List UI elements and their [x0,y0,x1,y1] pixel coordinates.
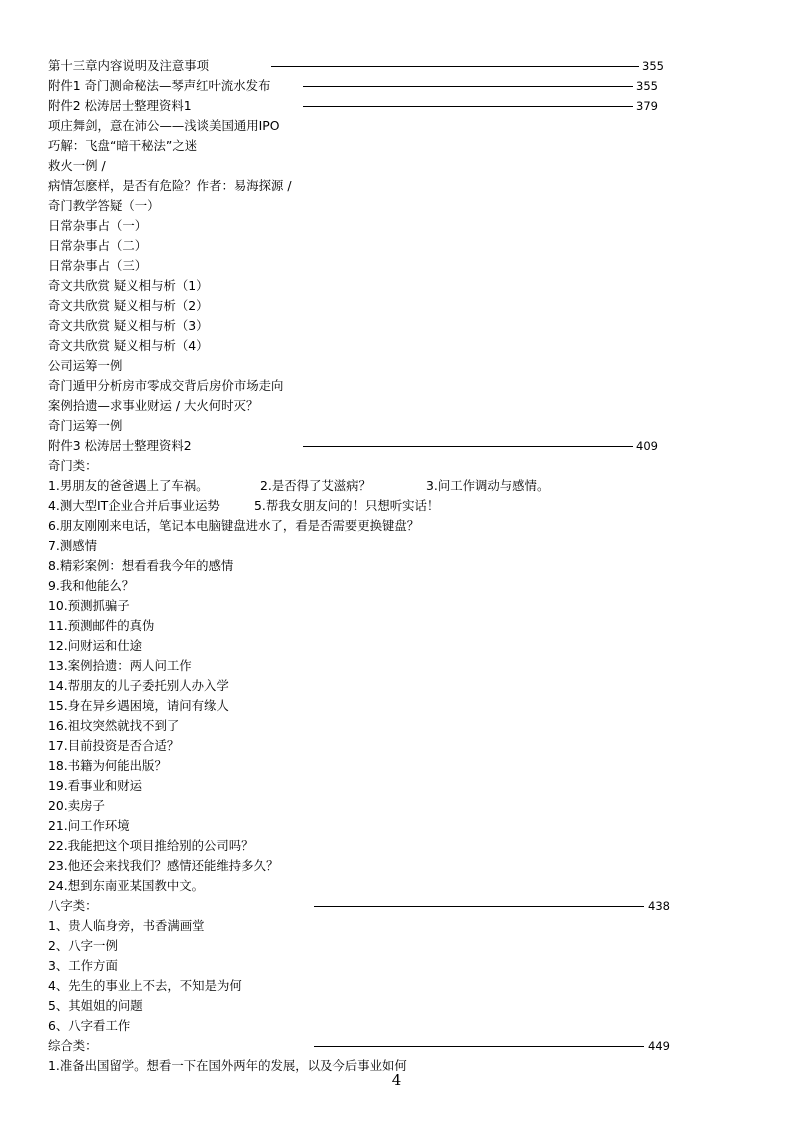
page-number: 4 [391,1071,402,1089]
toc-item[interactable]: 3、工作方面 [48,958,118,973]
toc-item[interactable]: 1.准备出国留学。想看一下在国外两年的发展，以及今后事业如何 [48,1058,407,1073]
toc-subentry[interactable]: 项庄舞剑，意在沛公——浅谈美国通用IPO [48,118,280,133]
toc-subentry[interactable]: 公司运筹一例 [48,358,123,373]
toc-page-number: 409 [636,439,658,453]
leader-line [314,906,644,907]
toc-item[interactable]: 16.祖坟突然就找不到了 [48,718,180,733]
toc-item[interactable]: 18.书籍为何能出版？ [48,758,167,773]
toc-item[interactable]: 13.案例拾遗：两人问工作 [48,658,192,673]
toc-item[interactable]: 11.预测邮件的真伪 [48,618,155,633]
toc-page-number: 438 [648,899,670,913]
toc-item[interactable]: 23.他还会来找我们？感情还能维持多久？ [48,858,279,873]
toc-entry-attachment-1[interactable] [48,76,678,96]
toc-subentry[interactable]: 奇文共欣赏 疑义相与析（2） [48,298,209,313]
toc-item-row [48,476,678,496]
toc-item[interactable]: 15.身在异乡遇困境，请问有缘人 [48,698,229,713]
section-heading-title: 八字类： [48,898,98,913]
toc-subentry[interactable]: 奇门教学答疑（一） [48,198,160,213]
toc-subentry[interactable]: 奇文共欣赏 疑义相与析（4） [48,338,209,353]
toc-subentry[interactable]: 奇门遁甲分析房市零成交背后房价市场走向 [48,378,284,393]
toc-subentry[interactable]: 巧解：飞盘“暗干秘法”之迷 [48,138,198,153]
toc-item[interactable]: 19.看事业和财运 [48,778,143,793]
toc-page-number: 449 [648,1039,670,1053]
toc-item[interactable]: 2、八字一例 [48,938,118,953]
toc-page-number: 355 [636,79,658,93]
toc-item[interactable]: 6、八字看工作 [48,1018,131,1033]
toc-page-number: 355 [642,59,664,73]
toc-item[interactable]: 14.帮朋友的儿子委托别人办入学 [48,678,229,693]
section-heading-qimen: 奇门类： [48,458,98,473]
section-heading-zonghe[interactable] [48,1036,678,1056]
toc-item[interactable]: 7.测感情 [48,538,97,553]
table-of-contents [48,56,678,1076]
toc-subentry[interactable]: 案例拾遗—求事业财运 / 大火何时灭？ [48,398,259,413]
toc-item[interactable]: 4.测大型IT企业合并后事业运势 [48,498,220,513]
toc-page-number: 379 [636,99,658,113]
toc-item[interactable]: 22.我能把这个项目推给别的公司吗？ [48,838,254,853]
toc-item[interactable]: 5.帮我女朋友问的！只想听实话！ [254,498,440,513]
toc-entry-title: 第十三章内容说明及注意事项 [48,58,210,73]
toc-subentry[interactable]: 病情怎麽样，是否有危险？作者：易海探源 / [48,178,292,193]
toc-subentry[interactable]: 日常杂事占（三） [48,258,148,273]
toc-item[interactable]: 2.是否得了艾滋病？ [260,478,371,493]
toc-subentry[interactable]: 奇门运筹一例 [48,418,123,433]
leader-line [271,66,639,67]
toc-subentry[interactable]: 日常杂事占（二） [48,238,148,253]
toc-entry-title: 附件3 松涛居士整理资料2 [48,438,192,453]
section-heading-bazi[interactable] [48,896,678,916]
toc-item[interactable]: 6.朋友刚刚来电话，笔记本电脑键盘进水了，看是否需要更换键盘？ [48,518,420,533]
leader-line [303,446,633,447]
toc-item[interactable]: 3.问工作调动与感情。 [426,478,550,493]
leader-line [314,1046,644,1047]
leader-line [303,106,633,107]
section-heading-title: 综合类： [48,1038,98,1053]
toc-item[interactable]: 12.问财运和仕途 [48,638,143,653]
toc-entry-attachment-2[interactable] [48,96,678,116]
toc-subentry[interactable]: 奇文共欣赏 疑义相与析（3） [48,318,209,333]
toc-entry-attachment-3[interactable] [48,436,678,456]
toc-item[interactable]: 4、先生的事业上不去，不知是为何 [48,978,242,993]
toc-item[interactable]: 24.想到东南亚某国教中文。 [48,878,205,893]
toc-item[interactable]: 8.精彩案例：想看看我今年的感情 [48,558,234,573]
toc-item[interactable]: 17.目前投资是否合适？ [48,738,180,753]
toc-subentry[interactable]: 奇文共欣赏 疑义相与析（1） [48,278,209,293]
leader-line [303,86,633,87]
toc-item[interactable]: 1.男朋友的爸爸遇上了车祸。 [48,478,209,493]
toc-item[interactable]: 10.预测抓骗子 [48,598,130,613]
toc-subentry[interactable]: 救火一例 / [48,158,106,173]
toc-item[interactable]: 21.问工作环境 [48,818,130,833]
toc-entry-title: 附件2 松涛居士整理资料1 [48,98,192,113]
toc-entry-chapter-13[interactable] [48,56,678,76]
toc-item-row [48,496,678,516]
toc-item[interactable]: 20.卖房子 [48,798,105,813]
toc-item[interactable]: 5、其姐姐的问题 [48,998,143,1013]
toc-entry-title: 附件1 奇门测命秘法—琴声红叶流水发布 [48,78,271,93]
toc-subentry[interactable]: 日常杂事占（一） [48,218,148,233]
toc-item[interactable]: 9.我和他能么？ [48,578,135,593]
toc-item[interactable]: 1、贵人临身旁，书香满画堂 [48,918,205,933]
